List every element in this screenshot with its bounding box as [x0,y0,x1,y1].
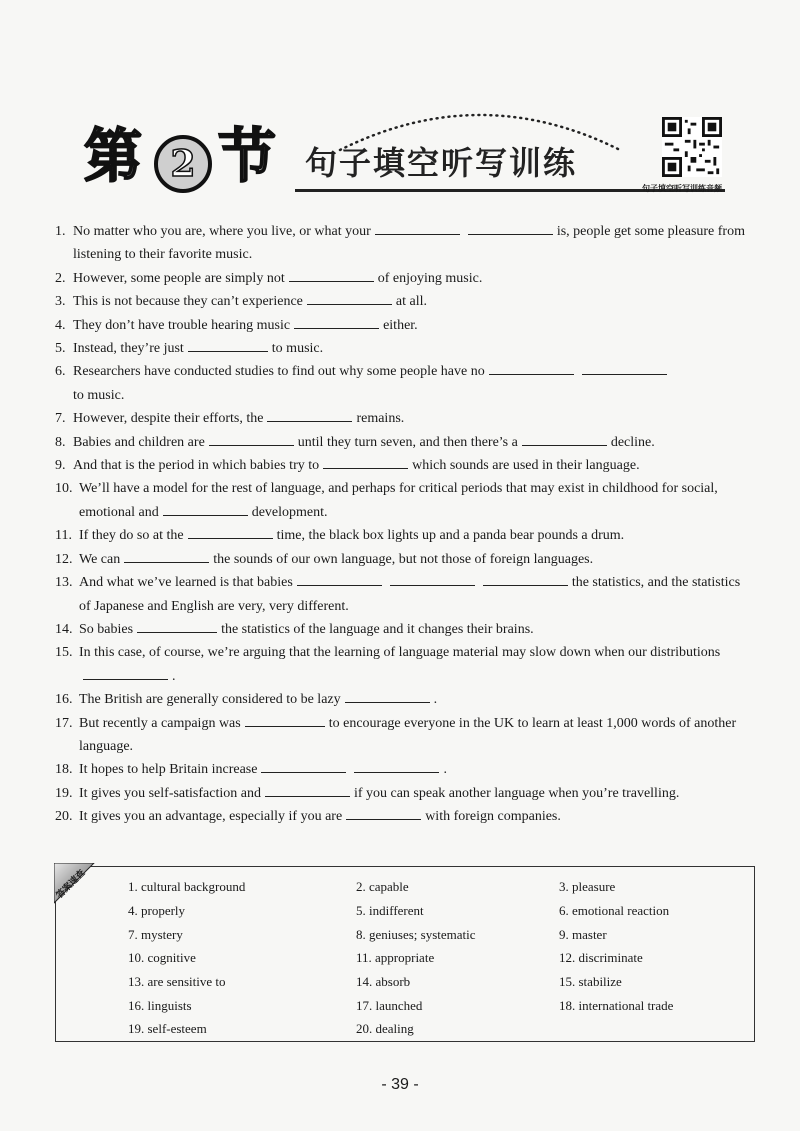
question-5: 5. Instead, they’re just to music. [55,337,755,360]
section-header [80,95,740,205]
answer-9: 9. master [559,927,607,942]
blank[interactable] [297,571,382,586]
question-7: 7. However, despite their efforts, the remains. [55,407,755,430]
answer-4: 4. properly [128,903,186,918]
blank[interactable] [582,360,667,375]
question-4: 4. They don’t have trouble hearing music either. [55,314,755,337]
answer-15: 15. stabilize [559,974,622,989]
answer-tag-label: 答案速查 [54,868,88,901]
qr-code-icon[interactable] [662,117,722,177]
blank[interactable] [267,407,352,422]
blank[interactable] [294,314,379,329]
question-17: 17. But recently a campaign was to encourage everyone in the UK to learn at least 1,000 words of another language. [55,712,755,759]
question-12: 12. We can the sounds of our own language, but not those of foreign languages. [55,548,755,571]
answer-1: 1. cultural background [128,879,246,894]
section-subtitle: 句子填空听写训练 [305,144,578,182]
question-9: 9. And that is the period in which babies try to which sounds are used in their language. [55,454,755,477]
blank[interactable] [354,758,439,773]
question-6: 6. Researchers have conducted studies to find out why some people have no to music. [55,360,755,407]
answer-5: 5. indifferent [356,903,424,918]
blank[interactable] [323,454,408,469]
question-1: 1. No matter who you are, where you live, or what your is, people get some pleasure from listening to their favorite music. [55,220,755,267]
answer-3: 3. pleasure [559,879,616,894]
question-19: 19. It gives you self-satisfaction and if you can speak another language when you’re travelling. [55,782,755,805]
section-char-jie: 节 [218,122,277,190]
answer-17: 17. launched [356,998,423,1013]
question-list [55,220,755,829]
question-3: 3. This is not because they can’t experience at all. [55,290,755,313]
blank[interactable] [346,805,421,820]
answer-6: 6. emotional reaction [559,903,670,918]
answer-11: 11. appropriate [356,950,435,965]
answer-12: 12. discriminate [559,950,643,965]
blank[interactable] [468,220,553,235]
answer-16: 16. linguists [128,998,192,1013]
qr-caption: 句子填空听写训练音频 [642,184,722,193]
blank[interactable] [522,431,607,446]
answer-14: 14. absorb [356,974,411,989]
answer-18: 18. international trade [559,998,674,1013]
blank[interactable] [390,571,475,586]
blank[interactable] [188,337,268,352]
question-2: 2. However, some people are simply not of enjoying music. [55,267,755,290]
blank[interactable] [245,712,325,727]
answer-8: 8. geniuses; systematic [356,927,476,942]
blank[interactable] [188,524,273,539]
blank[interactable] [345,688,430,703]
blank[interactable] [137,618,217,633]
blank[interactable] [163,501,248,516]
answer-20: 20. dealing [356,1021,414,1036]
blank[interactable] [307,290,392,305]
question-13: 13. And what we’ve learned is that babies the statistics, and the statistics of Japanese and English are very, very different. [55,571,755,618]
question-8: 8. Babies and children are until they turn seven, and then there’s a decline. [55,431,755,454]
blank[interactable] [209,431,294,446]
blank[interactable] [375,220,460,235]
blank[interactable] [83,665,168,680]
question-11: 11. If they do so at the time, the black box lights up and a panda bear pounds a drum. [55,524,755,547]
page-number: - 39 - [381,1076,419,1093]
question-14: 14. So babies the statistics of the language and it changes their brains. [55,618,755,641]
answer-13: 13. are sensitive to [128,974,226,989]
question-16: 16. The British are generally considered to be lazy . [55,688,755,711]
blank[interactable] [261,758,346,773]
section-char-di: 第 [84,122,143,190]
section-number-circle: 2 [154,135,212,193]
question-15: 15. In this case, of course, we’re arguing that the learning of language material may slow down when our distributions. [55,645,721,684]
answer-7: 7. mystery [128,927,183,942]
answer-10: 10. cognitive [128,950,196,965]
blank[interactable] [483,571,568,586]
question-18: 18. It hopes to help Britain increase . [55,758,755,781]
blank[interactable] [489,360,574,375]
question-10: 10. We’ll have a model for the rest of language, and perhaps for critical periods that may exist in childhood for social, emotional and development. [55,481,718,520]
question-20: 20. It gives you an advantage, especially if you are with foreign companies. [55,805,755,828]
answer-2: 2. capable [356,879,409,894]
blank[interactable] [289,267,374,282]
blank[interactable] [265,782,350,797]
blank[interactable] [124,548,209,563]
answer-19: 19. self-esteem [128,1021,207,1036]
answer-key-box [55,866,755,1042]
